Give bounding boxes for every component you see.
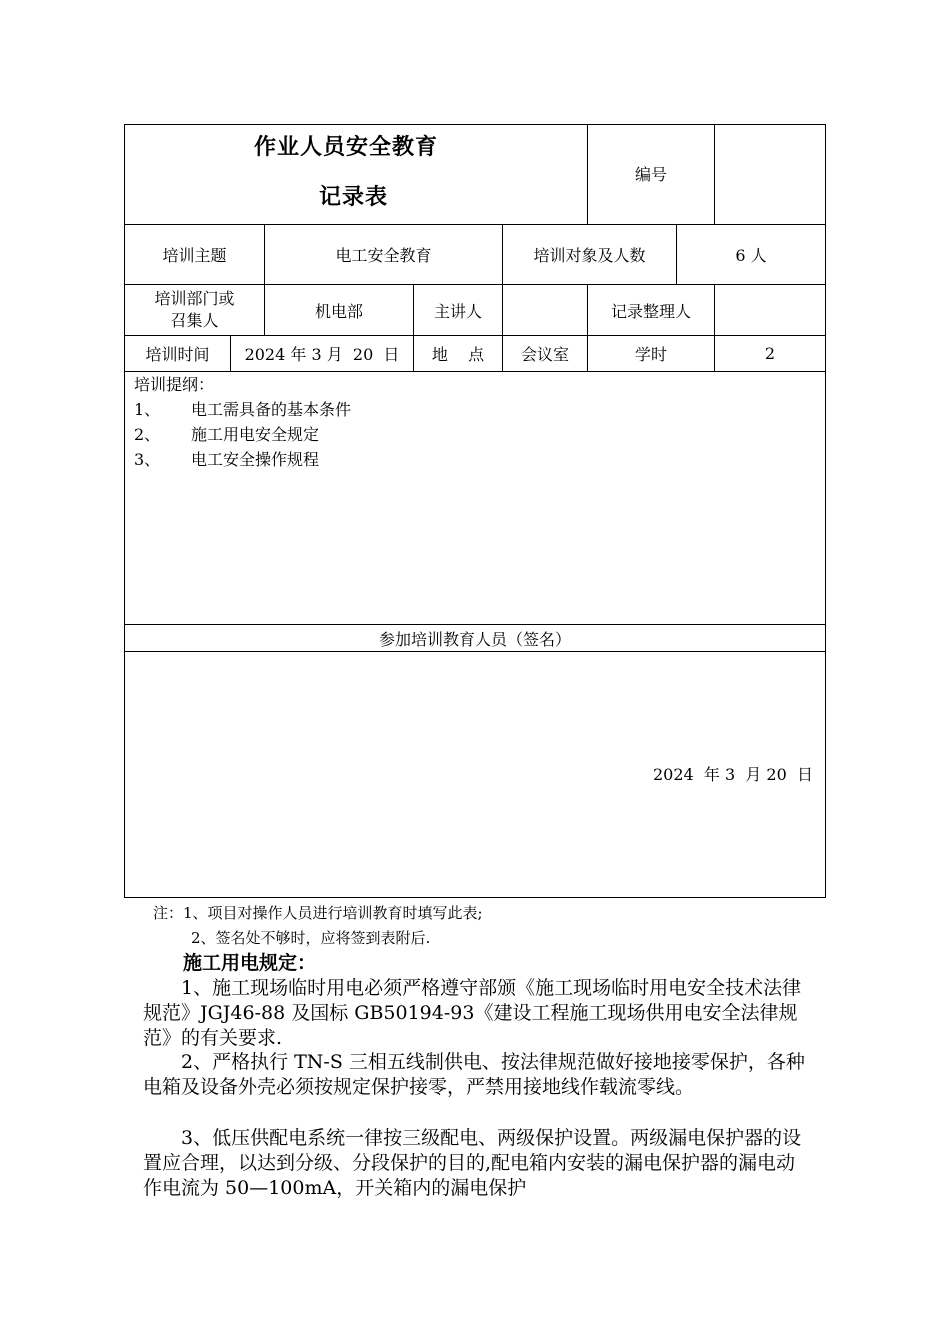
topic-value: 电工安全教育	[335, 246, 432, 265]
section-paragraph: 3、低压供配电系统一律按三级配电、两级保护设置。两级漏电保护器的设置应合理，以达到分级、分段保护的目的,配电箱内安装的漏电保护器的漏电动作电流为 50—100mA，开关箱内的漏电保护	[143, 1127, 802, 1199]
speaker-label: 主讲人	[433, 301, 482, 321]
outline-item-num: 1、	[134, 400, 161, 419]
serial-label: 编号	[634, 164, 667, 184]
outline-item-num: 3、	[134, 450, 161, 469]
form-title-line2: 记录表	[319, 185, 389, 210]
place-value-cell	[502, 335, 588, 372]
outline-item-text: 施工用电安全规定	[191, 425, 320, 444]
dept-label-line2: 召集人	[170, 311, 219, 330]
serial-label-cell	[587, 124, 715, 225]
section-paragraph: 1、施工现场临时用电必须严格遵守部颁《施工现场临时用电安全技术法律规范》JGJ46-88 及国标 GB50194-93《建设工程施工现场供用电安全法律规范》的有关要求.	[143, 977, 802, 1049]
place-value: 会议室	[520, 345, 569, 364]
participants-header-cell	[124, 624, 826, 652]
audience-label: 培训对象及人数	[533, 246, 646, 265]
audience-value-cell	[676, 224, 826, 285]
hours-label: 学时	[634, 345, 667, 364]
hours-label-cell	[587, 335, 715, 372]
recorder-label: 记录整理人	[610, 301, 691, 321]
topic-label-cell	[124, 224, 265, 285]
outline-item-num: 2、	[134, 425, 161, 444]
section-heading: 施工用电规定：	[183, 952, 317, 974]
topic-value-cell	[264, 224, 503, 285]
hours-value: 2	[764, 344, 776, 363]
outline-item-text: 电工安全操作规程	[191, 450, 320, 469]
time-label-cell	[124, 335, 231, 372]
audience-label-cell	[502, 224, 677, 285]
topic-label: 培训主题	[162, 246, 227, 265]
dept-label-cell	[124, 284, 265, 336]
note-line1: 注：1、项目对操作人员进行培训教育时填写此表;	[153, 904, 483, 922]
note-line2: 2、签名处不够时，应将签到表附后.	[191, 929, 431, 947]
dept-label-line1: 培训部门或	[154, 289, 235, 308]
sign-date: 2024 年 3 月 20 日	[653, 765, 813, 784]
time-value: 2024 年 3 月 20 日	[244, 345, 400, 364]
speaker-label-cell	[413, 284, 503, 336]
audience-value: 6 人	[735, 246, 767, 265]
speaker-value-cell[interactable]	[502, 284, 588, 336]
recorder-label-cell	[587, 284, 715, 336]
outline-item-text: 电工需具备的基本条件	[191, 400, 352, 419]
section-paragraph: 2、严格执行 TN-S 三相五线制供电、按法律规范做好接地接零保护，各种电箱及设备外壳必须按规定保护接零，严禁用接地线作载流零线。	[143, 1051, 805, 1098]
serial-value-cell[interactable]	[714, 124, 826, 225]
outline-label: 培训提纲：	[134, 375, 215, 394]
participants-label: 参加培训教育人员（签名）	[378, 629, 571, 649]
hours-value-cell	[714, 335, 826, 372]
form-title-line1: 作业人员安全教育	[254, 135, 439, 160]
time-value-cell	[230, 335, 414, 372]
dept-value-cell	[264, 284, 414, 336]
place-label-cell	[413, 335, 503, 372]
time-label: 培训时间	[145, 345, 210, 364]
dept-value: 机电部	[314, 301, 363, 321]
place-label: 地 点	[431, 345, 485, 364]
recorder-value-cell[interactable]	[714, 284, 826, 336]
